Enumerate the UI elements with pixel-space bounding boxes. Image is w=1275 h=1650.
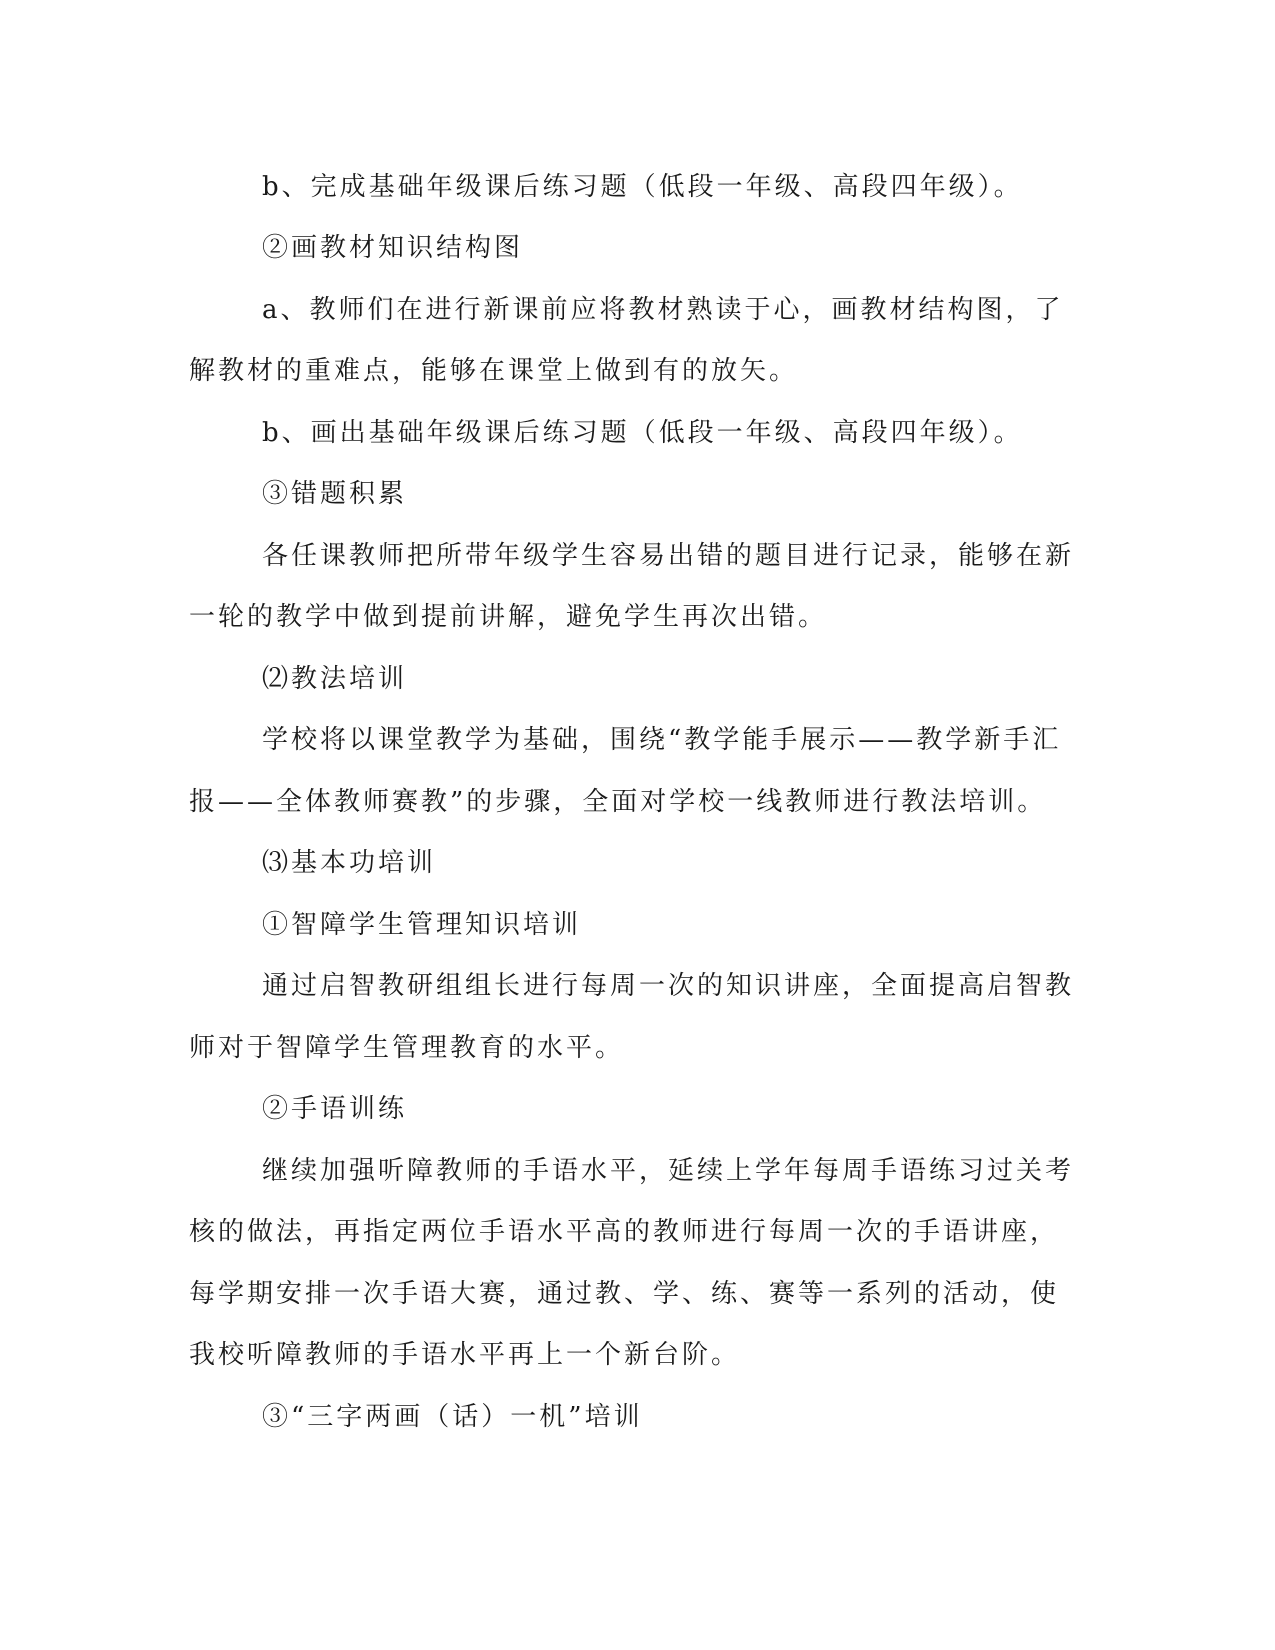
section-heading: ⑵教法培训	[262, 664, 408, 694]
text-line: 继续加强听障教师的手语水平，延续上学年每周手语练习过关考	[262, 1156, 1075, 1186]
text-line: 通过启智教研组组长进行每周一次的知识讲座，全面提高启智教	[262, 971, 1075, 1001]
text-line: 解教材的重难点，能够在课堂上做到有的放矢。	[189, 356, 799, 386]
subheading: ②画教材知识结构图	[262, 233, 524, 263]
text-line: 各任课教师把所带年级学生容易出错的题目进行记录，能够在新	[262, 541, 1075, 571]
text-line: 学校将以课堂教学为基础，围绕“教学能手展示——教学新手汇	[262, 725, 1062, 755]
text-line: 报——全体教师赛教”的步骤，全面对学校一线教师进行教法培训。	[189, 787, 1047, 817]
text-line: 我校听障教师的手语水平再上一个新台阶。	[189, 1340, 741, 1370]
subheading: ③“三字两画（话）一机”培训	[262, 1402, 643, 1432]
text-line: 核的做法，再指定两位手语水平高的教师进行每周一次的手语讲座，	[189, 1217, 1060, 1247]
section-heading: ⑶基本功培训	[262, 848, 437, 878]
text-line: 师对于智障学生管理教育的水平。	[189, 1033, 625, 1063]
subheading: ②手语训练	[262, 1094, 408, 1124]
text-line: 每学期安排一次手语大赛，通过教、学、练、赛等一系列的活动，使	[189, 1279, 1060, 1309]
text-line: a、教师们在进行新课前应将教材熟读于心，画教材结构图，了	[262, 295, 1064, 325]
text-line: b、完成基础年级课后练习题（低段一年级、高段四年级）。	[262, 172, 1023, 202]
text-line: 一轮的教学中做到提前讲解，避免学生再次出错。	[189, 602, 828, 632]
subheading: ①智障学生管理知识培训	[262, 910, 582, 940]
text-line: b、画出基础年级课后练习题（低段一年级、高段四年级）。	[262, 418, 1023, 448]
subheading: ③错题积累	[262, 479, 408, 509]
